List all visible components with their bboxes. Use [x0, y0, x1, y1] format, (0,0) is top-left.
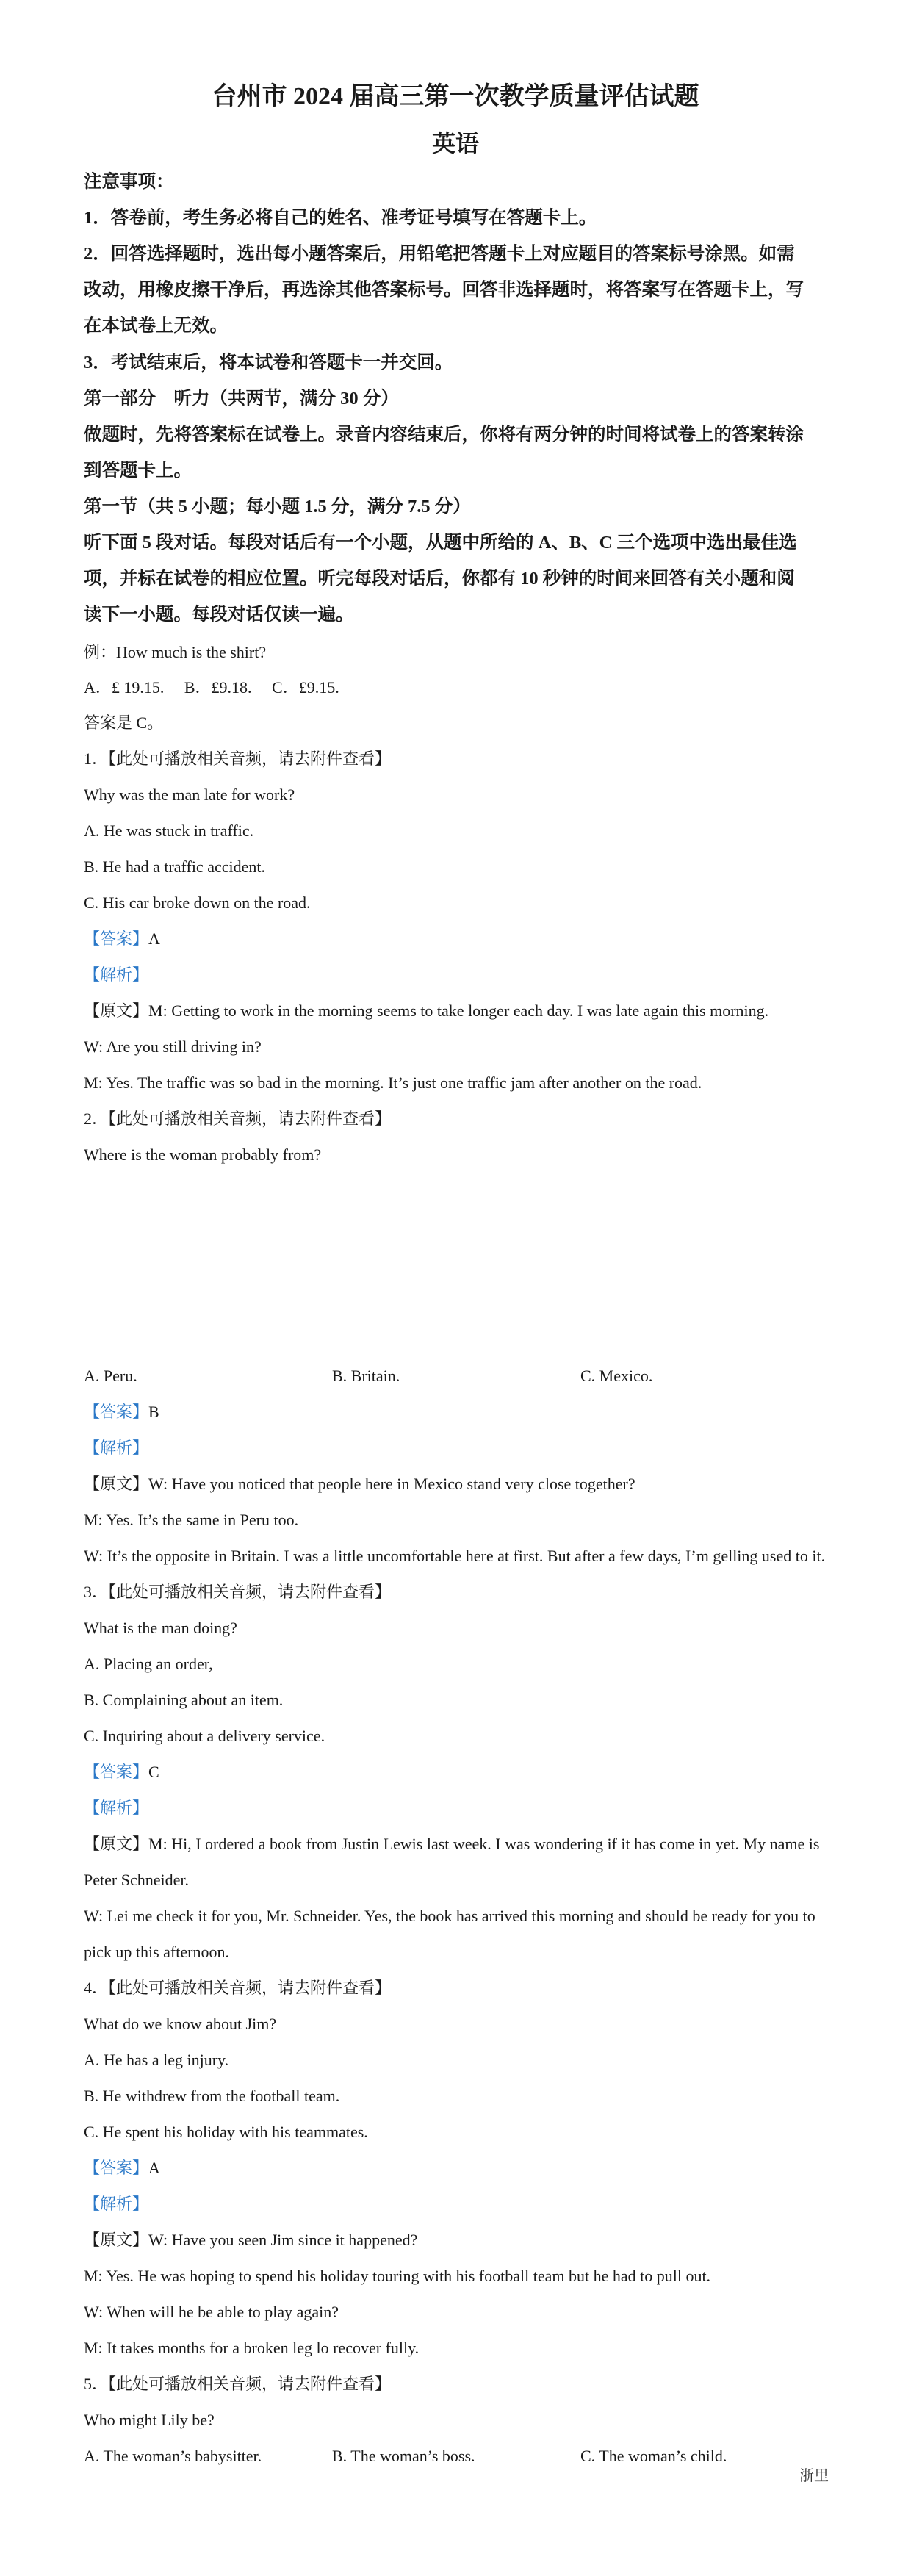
section1-intro-line: 听下面 5 段对话。每段对话后有一个小题，从题中所给的 A、B、C 三个选项中选出最佳选 — [84, 533, 797, 553]
q4-option-c: C. He spent his holiday with his teammates. — [84, 2123, 368, 2141]
section1-intro-line: 项，并标在试卷的相应位置。听完每段对话后，你都有 10 秒钟的时间来回答有关小题和阅 — [84, 569, 795, 589]
q3-transcript-line: pick up this afternoon. — [84, 1943, 229, 1961]
q5-option-a: A. The woman’s babysitter. — [84, 2447, 262, 2465]
q1-transcript-line: M: Yes. The traffic was so bad in the morning. It’s just one traffic jam after another on the road. — [84, 1073, 702, 1092]
original-tag: 【原文】 — [84, 1475, 149, 1493]
q5-audio: 5．【此处可播放相关音频，请去附件查看】 — [84, 2375, 392, 2393]
q4-audio: 4．【此处可播放相关音频，请去附件查看】 — [84, 1979, 392, 1997]
q2-stem: Where is the woman probably from? — [84, 1145, 322, 1164]
note-line: 2．回答选择题时，选出每小题答案后，用铅笔把答题卡上对应题目的答案标号涂黑。如需 — [84, 244, 795, 264]
q4-option-a: A. He has a leg injury. — [84, 2051, 229, 2069]
q3-option-b: B. Complaining about an item. — [84, 1691, 284, 1709]
q1-transcript-line — [84, 1000, 768, 1022]
analysis-tag: 【解析】 — [84, 1799, 149, 1817]
q3-audio: 3．【此处可播放相关音频，请去附件查看】 — [84, 1583, 392, 1601]
transcript-text: M: Hi, I ordered a book from Justin Lewis last week. I was wondering if it has come in yet. My name is — [148, 1835, 820, 1853]
q1-stem: Why was the man late for work? — [84, 785, 295, 804]
q3-transcript-line: W: Lei me check it for you, Mr. Schneider. Yes, the book has arrived this morning and should be ready for you to — [84, 1907, 815, 1925]
q2-option-c: C. Mexico. — [580, 1367, 653, 1385]
note-line: 1．答卷前，考生务必将自己的姓名、准考证号填写在答题卡上。 — [84, 208, 597, 228]
q2-transcript-line — [84, 1473, 635, 1495]
q3-option-a: A. Placing an order, — [84, 1655, 213, 1673]
part1-heading: 第一部分 听力（共两节，满分 30 分） — [84, 389, 399, 409]
example-options: A．£ 19.15. B．£9.18. C．£9.15. — [84, 678, 339, 697]
answer-value: B — [148, 1403, 159, 1421]
example-question: 例：How much is the shirt? — [84, 643, 267, 661]
q2-transcript-line: W: It’s the opposite in Britain. I was a little uncomfortable here at first. But after a few days, I’m gelling used to it. — [84, 1547, 826, 1565]
q2-option-a: A. Peru. — [84, 1367, 137, 1385]
q4-transcript-line: M: Yes. He was hoping to spend his holiday touring with his football team but he had to pull out. — [84, 2267, 711, 2285]
note-line: 3．考试结束后，将本试卷和答题卡一并交回。 — [84, 353, 453, 373]
part1-intro-line: 做题时，先将答案标在试卷上。录音内容结束后，你将有两分钟的时间将试卷上的答案转涂 — [84, 425, 804, 445]
q4-option-b: B. He withdrew from the football team. — [84, 2087, 340, 2105]
q3-option-c: C. Inquiring about a delivery service. — [84, 1727, 325, 1745]
q4-answer — [84, 2157, 160, 2179]
answer-value: A — [148, 929, 160, 948]
q4-transcript-line — [84, 2229, 417, 2251]
original-tag: 【原文】 — [84, 1001, 149, 1020]
q2-answer — [84, 1401, 159, 1423]
section1-heading: 第一节（共 5 小题；每小题 1.5 分，满分 7.5 分） — [84, 497, 471, 517]
notes-heading: 注意事项： — [84, 172, 174, 192]
example-answer: 答案是 C。 — [84, 713, 164, 732]
q1-transcript-line: W: Are you still driving in? — [84, 1037, 262, 1056]
q2-transcript-line: M: Yes. It’s the same in Peru too. — [84, 1511, 299, 1529]
answer-value: A — [148, 2159, 160, 2177]
part1-intro-line: 到答题卡上。 — [84, 461, 192, 481]
q5-option-c: C. The woman’s child. — [580, 2447, 727, 2465]
transcript-text: W: Have you seen Jim since it happened? — [148, 2231, 418, 2249]
q3-transcript-line — [84, 1833, 819, 1855]
q1-answer — [84, 928, 160, 950]
q1-option-c: C. His car broke down on the road. — [84, 893, 311, 912]
q3-stem: What is the man doing? — [84, 1619, 237, 1637]
answer-tag: 【答案】 — [84, 1403, 149, 1421]
note-line: 改动，用橡皮擦干净后，再选涂其他答案标号。回答非选择题时，将答案写在答题卡上，写 — [84, 280, 804, 300]
original-tag: 【原文】 — [84, 1835, 149, 1853]
answer-tag: 【答案】 — [84, 929, 149, 948]
analysis-tag: 【解析】 — [84, 965, 149, 984]
subject-title: 英语 — [431, 130, 479, 156]
section1-intro-line: 读下一小题。每段对话仅读一遍。 — [84, 605, 354, 625]
analysis-tag: 【解析】 — [84, 1439, 149, 1457]
transcript-text: W: Have you noticed that people here in Mexico stand very close together? — [148, 1475, 635, 1493]
answer-tag: 【答案】 — [84, 1763, 149, 1781]
q4-transcript-line: W: When will he be able to play again? — [84, 2303, 339, 2321]
answer-value: C — [148, 1763, 159, 1781]
footer-mark: 浙里 — [799, 2468, 829, 2484]
q3-transcript-line: Peter Schneider. — [84, 1871, 189, 1889]
analysis-tag: 【解析】 — [84, 2195, 149, 2213]
q1-audio: 1．【此处可播放相关音频，请去附件查看】 — [84, 749, 392, 768]
q4-stem: What do we know about Jim? — [84, 2015, 277, 2033]
answer-tag: 【答案】 — [84, 2159, 149, 2177]
q4-transcript-line: M: It takes months for a broken leg lo recover fully. — [84, 2339, 420, 2357]
q5-option-b: B. The woman’s boss. — [332, 2447, 475, 2465]
q5-stem: Who might Lily be? — [84, 2411, 215, 2429]
q1-option-b: B. He had a traffic accident. — [84, 857, 265, 876]
q1-option-a: A. He was stuck in traffic. — [84, 821, 254, 840]
exam-title: 台州市 2024 届高三第一次教学质量评估试题 — [212, 83, 699, 110]
transcript-text: M: Getting to work in the morning seems to take longer each day. I was late again this morning. — [148, 1001, 769, 1020]
original-tag: 【原文】 — [84, 2231, 149, 2249]
q3-answer — [84, 1761, 159, 1783]
note-line: 在本试卷上无效。 — [84, 316, 228, 336]
q2-audio: 2．【此处可播放相关音频，请去附件查看】 — [84, 1109, 392, 1128]
q2-option-b: B. Britain. — [332, 1367, 400, 1385]
